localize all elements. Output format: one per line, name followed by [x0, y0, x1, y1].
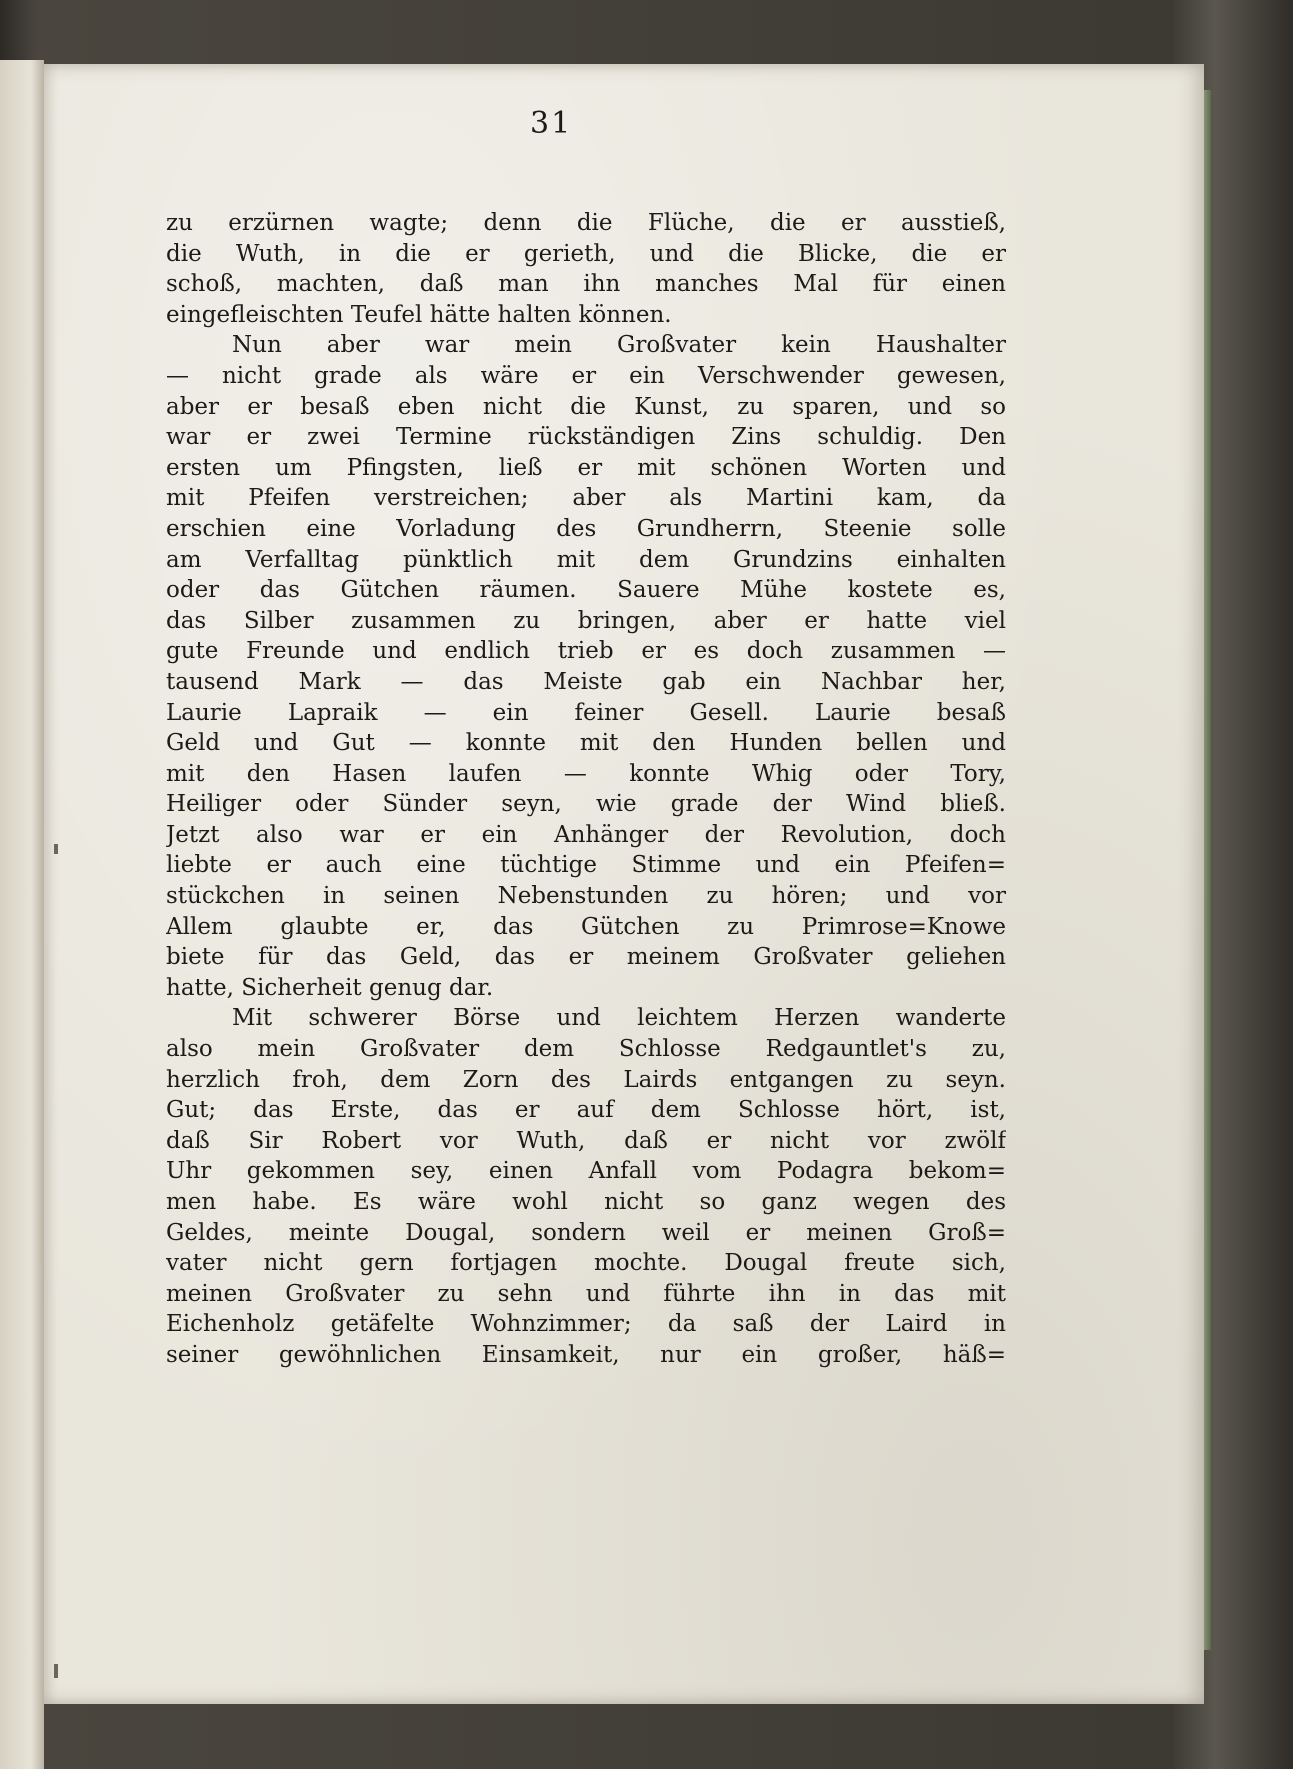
- text-line: Nun aber war mein Großvater kein Haushalter: [232, 332, 1006, 359]
- text-line: Mit schwerer Börse und leichtem Herzen wanderte: [232, 1005, 1006, 1032]
- text-line: Jetzt also war er ein Anhänger der Revolution, doch: [166, 821, 1006, 848]
- text-line: Gut; das Erste, das er auf dem Schlosse hört, ist,: [166, 1097, 1006, 1124]
- text-line: oder das Gütchen räumen. Sauere Mühe kostete es,: [166, 577, 1006, 604]
- text-line: Geldes, meinte Dougal, sondern weil er meinen Groß=: [166, 1219, 1006, 1246]
- body-text: [166, 208, 1006, 1371]
- text-line: gute Freunde und endlich trieb er es doch zusammen —: [166, 638, 1006, 665]
- text-line: men habe. Es wäre wohl nicht so ganz wegen des: [166, 1189, 1006, 1215]
- text-line: daß Sir Robert vor Wuth, daß er nicht vor zwölf: [166, 1127, 1006, 1154]
- text-line: eingefleischten Teufel hätte halten können.: [166, 301, 672, 328]
- text-line: Geld und Gut — konnte mit den Hunden bellen und: [166, 730, 1006, 757]
- margin-mark: [54, 844, 58, 854]
- text-line: Heiliger oder Sünder seyn, wie grade der Wind bließ.: [166, 791, 1006, 818]
- page-number: 31: [530, 106, 573, 141]
- text-line: mit den Hasen laufen — konnte Whig oder Tory,: [166, 760, 1006, 787]
- text-line: Eichenholz getäfelte Wohnzimmer; da saß der Laird in: [166, 1311, 1006, 1338]
- text-line: — nicht grade als wäre er ein Verschwender gewesen,: [166, 362, 1006, 389]
- text-line: tausend Mark — das Meiste gab ein Nachbar her,: [166, 668, 1006, 695]
- text-line: aber er besaß eben nicht die Kunst, zu sparen, und so: [166, 393, 1006, 420]
- text-line: seiner gewöhnlichen Einsamkeit, nur ein großer, häß=: [166, 1341, 1006, 1368]
- text-line: stückchen in seinen Nebenstunden zu hören; und vor: [166, 883, 1006, 910]
- text-line: herzlich froh, dem Zorn des Lairds entgangen zu seyn.: [166, 1066, 1006, 1093]
- text-line: schoß, machten, daß man ihn manches Mal für einen: [166, 271, 1006, 298]
- text-line: vater nicht gern fortjagen mochte. Dougal freute sich,: [166, 1250, 1006, 1277]
- text-line: Allem glaubte er, das Gütchen zu Primrose=Knowe: [166, 913, 1006, 940]
- text-line: das Silber zusammen zu bringen, aber er hatte viel: [166, 607, 1006, 634]
- text-line: meinen Großvater zu sehn und führte ihn in das mit: [166, 1280, 1006, 1307]
- text-line: liebte er auch eine tüchtige Stimme und ein Pfeifen=: [166, 852, 1006, 879]
- text-line: Laurie Lapraik — ein feiner Gesell. Laurie besaß: [166, 699, 1006, 726]
- text-line: Uhr gekommen sey, einen Anfall vom Podagra bekom=: [166, 1158, 1006, 1185]
- text-line: die Wuth, in die er gerieth, und die Blicke, die er: [166, 240, 1006, 267]
- previous-page-edge: [0, 60, 44, 1769]
- text-line: am Verfalltag pünktlich mit dem Grundzins einhalten: [166, 546, 1006, 573]
- text-line: ersten um Pfingsten, ließ er mit schönen Worten und: [166, 454, 1006, 481]
- text-line: hatte, Sicherheit genug dar.: [166, 974, 494, 1001]
- text-line: mit Pfeifen verstreichen; aber als Martini kam, da: [166, 485, 1006, 512]
- margin-mark: [54, 1664, 58, 1678]
- text-line: war er zwei Termine rückständigen Zins schuldig. Den: [166, 424, 1006, 451]
- text-line: zu erzürnen wagte; denn die Flüche, die er ausstieß,: [166, 210, 1006, 236]
- text-line: also mein Großvater dem Schlosse Redgauntlet's zu,: [166, 1036, 1006, 1063]
- text-line: biete für das Geld, das er meinem Großvater geliehen: [166, 944, 1006, 971]
- text-line: erschien eine Vorladung des Grundherrn, Steenie solle: [166, 515, 1006, 542]
